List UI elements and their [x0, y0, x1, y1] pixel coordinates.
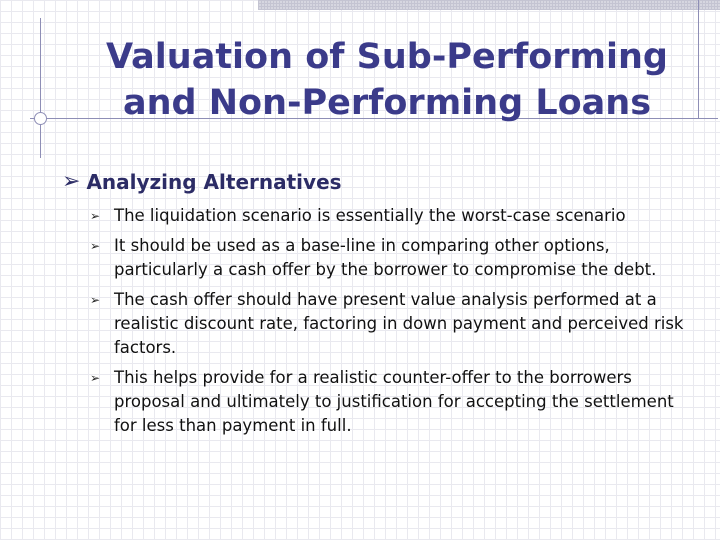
arrowhead-bullet-icon: ➢ — [90, 239, 101, 253]
list-item — [90, 204, 690, 228]
list-item — [90, 234, 690, 282]
arrowhead-bullet-icon: ➢ — [90, 209, 101, 223]
slide-title — [62, 34, 712, 126]
list-item-text: This helps provide for a realistic counter-offer to the borrowers proposal and ultimately to justification for accepting the settlement for less than payment in full. — [114, 368, 674, 435]
arrowhead-bullet-icon: ➢ — [62, 169, 81, 194]
list-item-text: It should be used as a base-line in comparing other options, particularly a cash offer by the borrower to compromise the debt. — [114, 236, 657, 279]
section-heading-label: Analyzing Alternatives — [86, 170, 342, 194]
corner-pattern — [258, 0, 720, 10]
list-item — [90, 366, 690, 438]
arrowhead-bullet-icon: ➢ — [90, 371, 101, 385]
title-line-1: Valuation of Sub-Performing — [106, 37, 668, 77]
vertical-rule — [40, 18, 41, 158]
arrowhead-bullet-icon: ➢ — [90, 293, 101, 307]
title-line-2: and Non-Performing Loans — [122, 83, 652, 123]
bullet-list — [90, 204, 690, 444]
list-item — [90, 288, 690, 360]
list-item-text: The cash offer should have present value analysis performed at a realistic discount rate, factoring in down payment and perceived risk factors. — [114, 290, 684, 357]
list-item-text: The liquidation scenario is essentially the worst-case scenario — [114, 206, 626, 225]
section-heading — [62, 170, 342, 194]
crosshair-circle — [34, 112, 47, 125]
